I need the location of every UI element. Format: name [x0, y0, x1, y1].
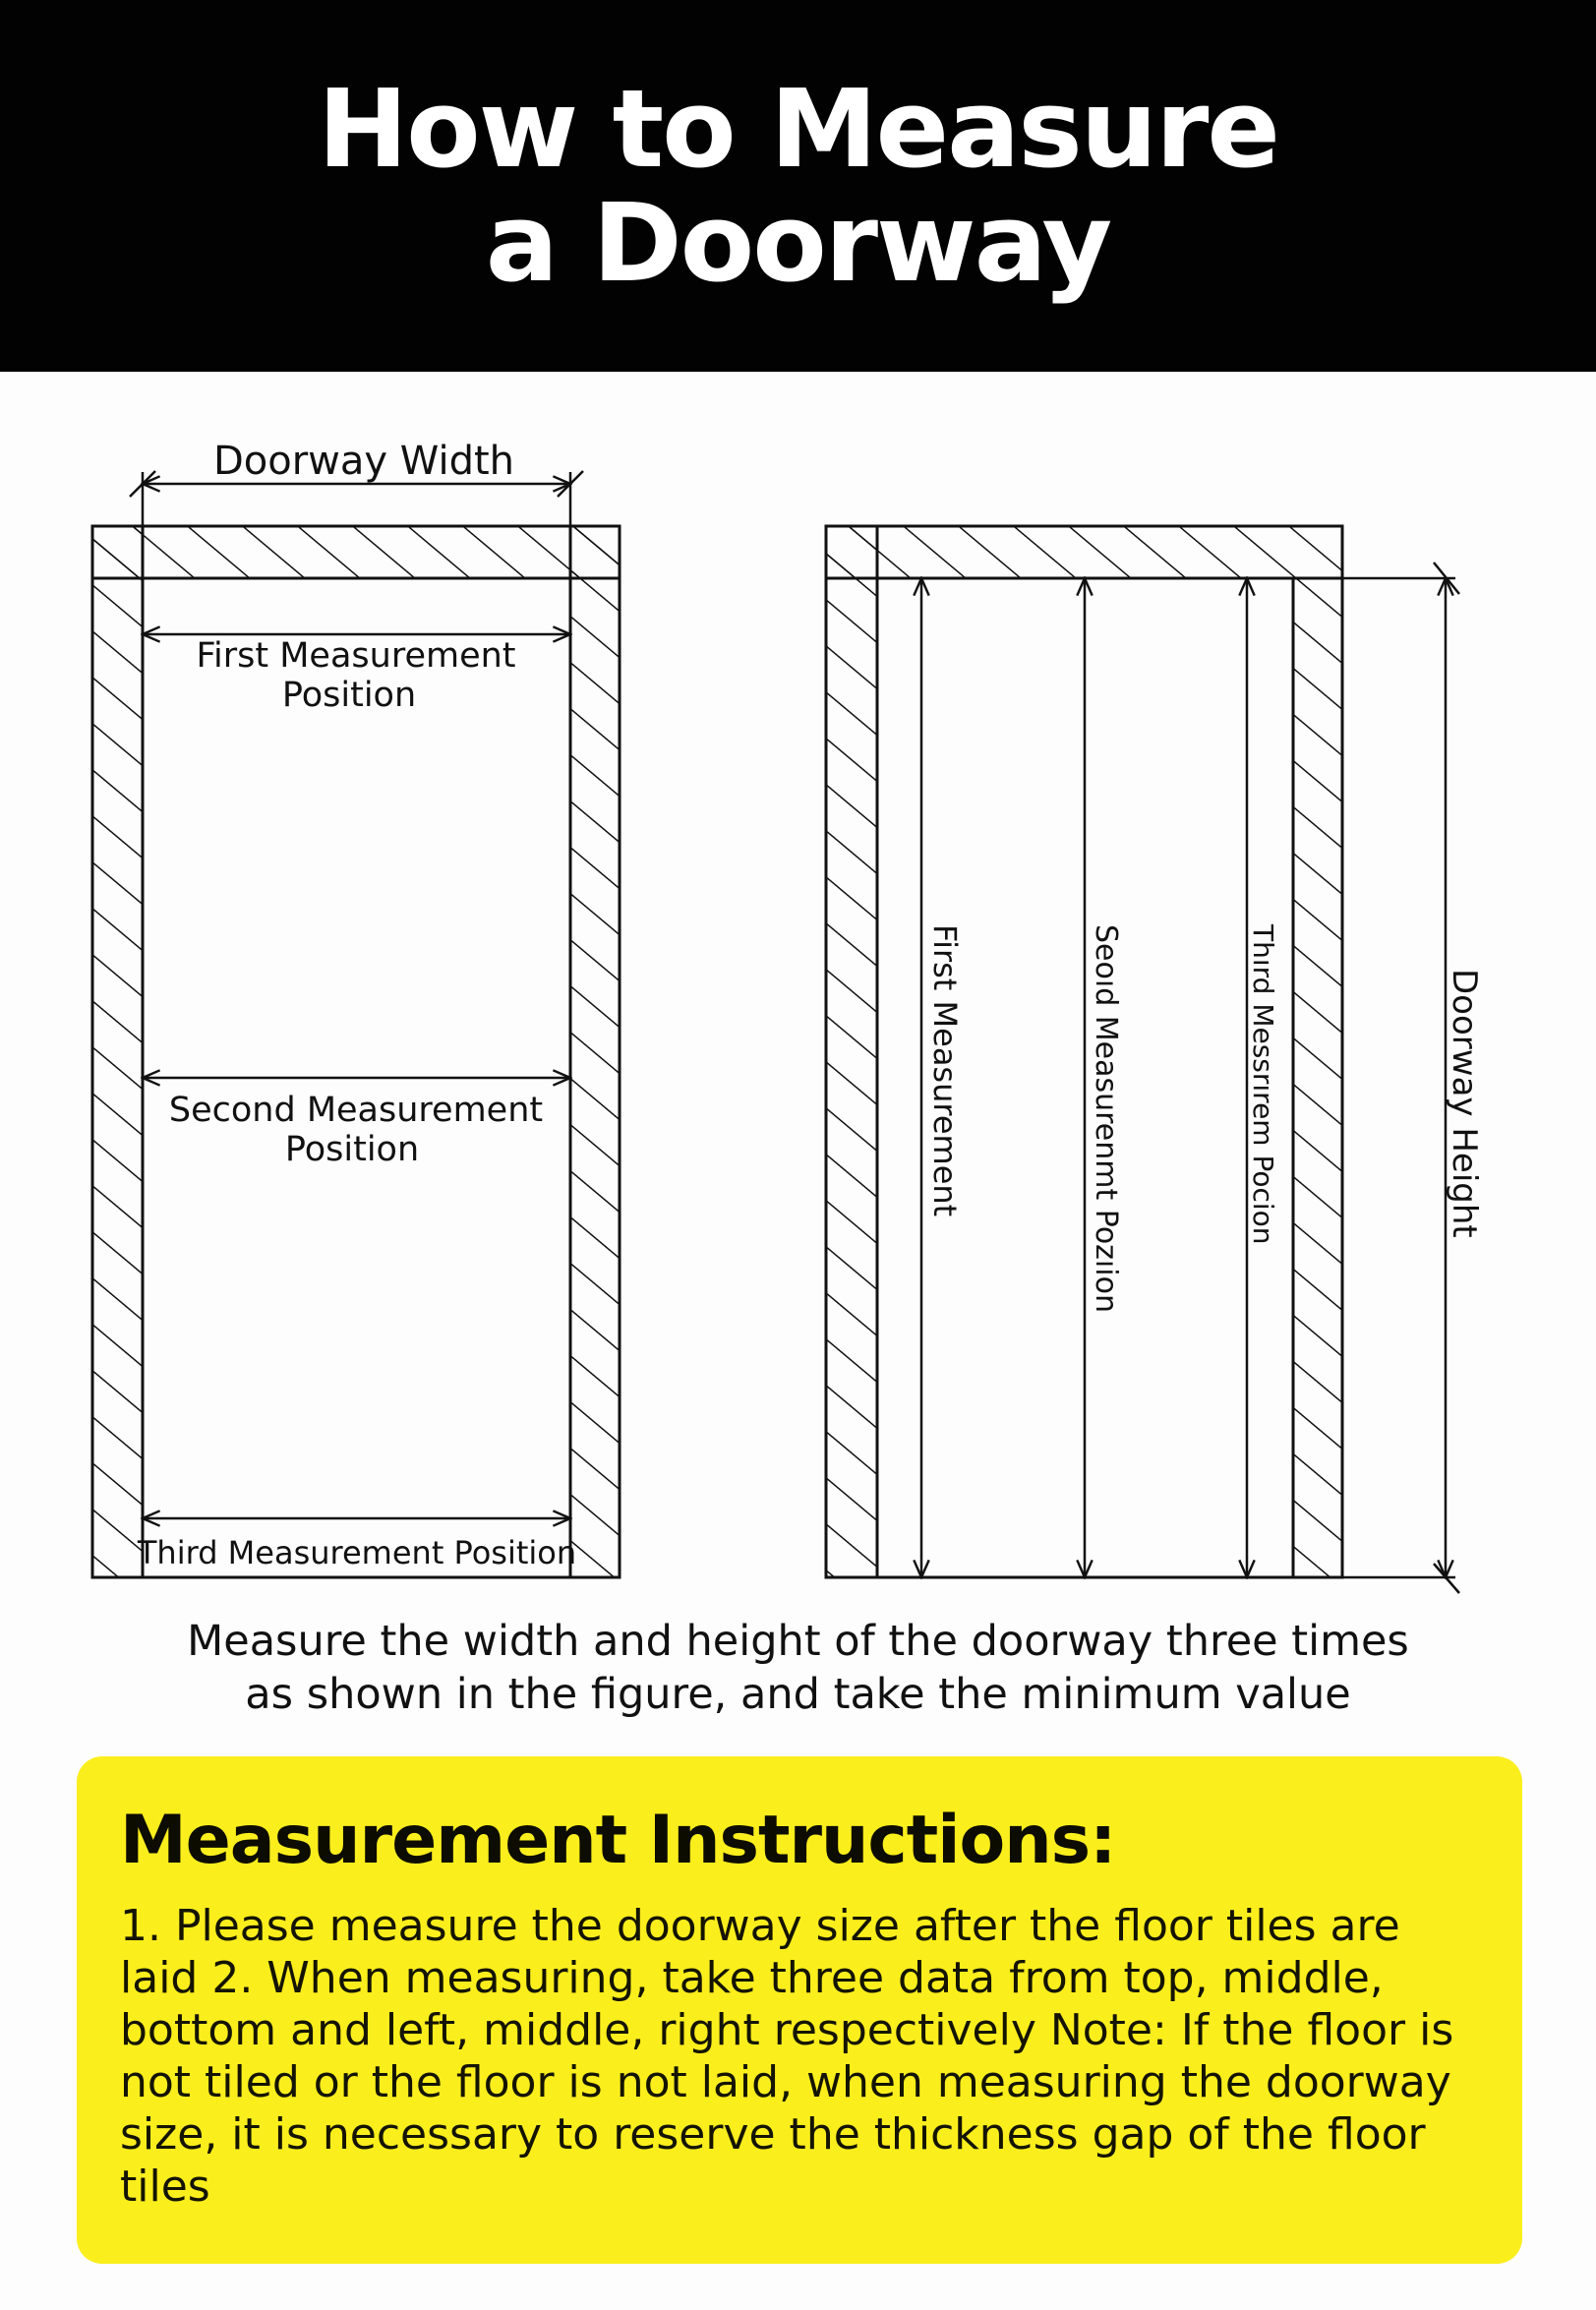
doorway-width-label: Doorway Width [212, 439, 515, 484]
second-width-label-line-1: Second Measurement [168, 1091, 544, 1130]
right-door-right-jamb [1293, 578, 1342, 1577]
instructions-panel [77, 1756, 1522, 2264]
first-width-label-line-2: Position [281, 676, 417, 715]
doorway-height-label: Doorway Height [1445, 969, 1484, 1238]
title-line-2: a Doorway [485, 180, 1111, 306]
second-height-label: Seoıd Measurenmt Pozıion [1089, 924, 1123, 1313]
left-door-right-jamb [570, 526, 620, 1577]
caption-line-2: as shown in the figure, and take the minimum value [245, 1670, 1351, 1719]
title-line-1: How to Measure [318, 66, 1278, 192]
second-width-label-line-2: Position [284, 1130, 420, 1169]
height-door-figure [826, 526, 1484, 1593]
right-door-left-jamb [826, 526, 877, 1577]
first-width-label-line-1: First Measurement [196, 636, 516, 676]
left-door-top-jamb [92, 526, 620, 578]
left-door-left-jamb [92, 526, 143, 1577]
first-height-label: First Measurement [926, 924, 964, 1217]
right-door-top-jamb [826, 526, 1342, 578]
caption-line-1: Measure the width and height of the doorway three times [187, 1617, 1409, 1666]
width-door-figure [92, 439, 620, 1577]
instructions-title: Measurement Instructions: [120, 1802, 1116, 1879]
instructions-body: 1. Please measure the doorway size after the floor tiles are laid 2. When measuring, take three data from top, middle, bottom and left, middle, right respectively Note: If the floor is not tiled or the floor is not laid, when measuring the doorway size, it is necessary to reserve the thickness gap of the floor tiles [120, 1901, 1454, 2212]
diagram-caption [0, 1615, 1596, 1721]
third-width-label: Third Measurement Position [137, 1534, 577, 1571]
third-height-label: Thırd Messrırem Pocion [1247, 924, 1279, 1245]
